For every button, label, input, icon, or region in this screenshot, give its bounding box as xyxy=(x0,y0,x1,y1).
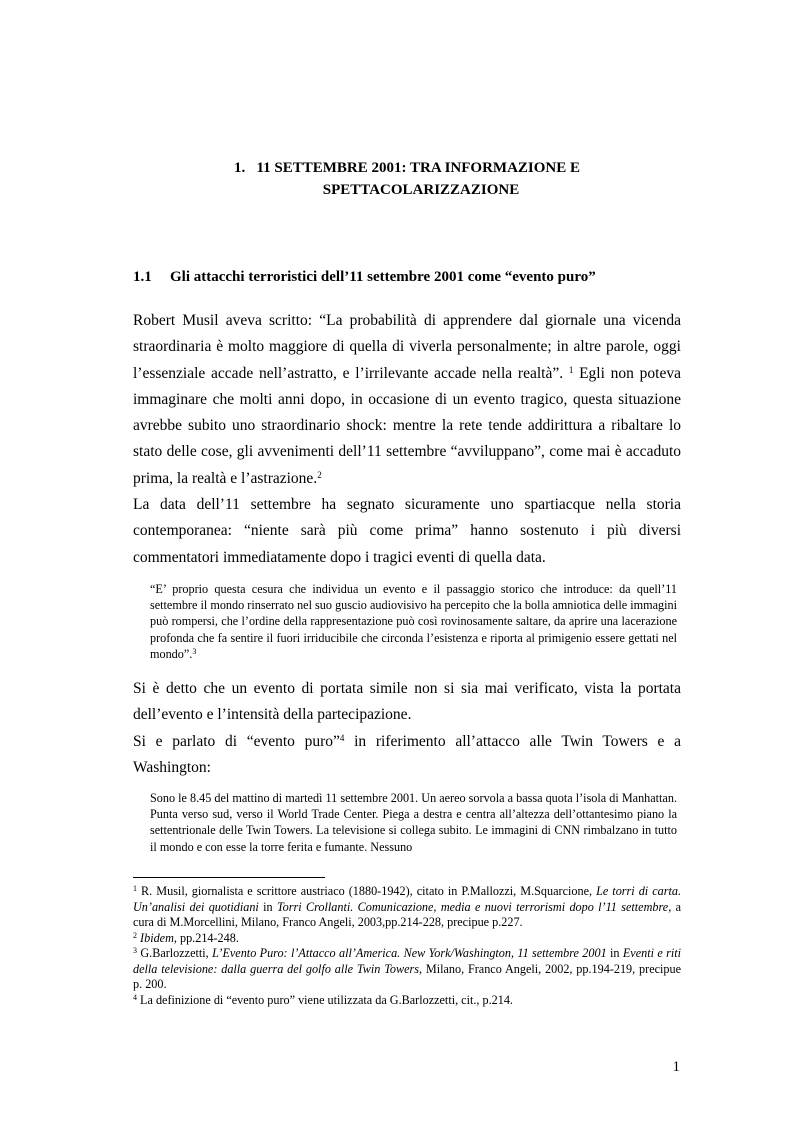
paragraph-3: Si è detto che un evento di portata simile non si sia mai verificato, vista la portata dell’evento e l’intensità della partecipazione. xyxy=(133,680,681,724)
footnote-3-text-a: G.Barlozzetti, xyxy=(137,946,213,960)
footnote-3-title-italic: L’Evento Puro: l’Attacco all’America. New York/Washington, 11 settembre 2001 xyxy=(212,946,607,960)
footnote-1-number: 1 xyxy=(133,884,137,893)
paragraph-1-text-a: Robert Musil aveva scritto: “La probabilità di apprendere dal giornale una vicenda straordinaria è molto maggiore di quella di viverla personalmente; in altre parole, oggi l’essenziale accade nell’astratto, e l’irrilevante accade nella realtà”. xyxy=(133,312,681,382)
footnote-3-number: 3 xyxy=(133,946,137,955)
footnote-2-number: 2 xyxy=(133,930,137,940)
paragraph-4 xyxy=(133,729,681,782)
paragraph-4-text-b: in riferimento all’attacco alle Twin Towers e a Washington: xyxy=(133,732,681,776)
footnote-2-ibidem: Ibidem xyxy=(137,930,174,945)
footnote-separator xyxy=(133,877,325,878)
footnote-1-text-e: , a cura di M.Morcellini, Milano, Franco Angeli, 2003,pp.214-228, precipue p.227. xyxy=(133,899,681,929)
paragraph-2: La data dell’11 settembre ha segnato sicuramente uno spartiacque nella storia contemporanea: “niente sarà più come prima” hanno sostenuto i più diversi commentatori immediatamente dopo i tragici eventi di quella data. xyxy=(133,496,681,566)
footnote-ref-4: 4 xyxy=(339,732,345,743)
footnote-3-text-e: , Milano, Franco Angeli, 2002, pp.194-219, precipue p. 200. xyxy=(133,961,681,991)
section-title: Gli attacchi terroristici dell’11 settembre 2001 come “evento puro” xyxy=(170,269,596,285)
footnote-4 xyxy=(133,993,681,1009)
footnote-1-text-c: in xyxy=(258,899,277,914)
footnote-3-text-c: in xyxy=(606,946,623,960)
body-paragraphs-middle xyxy=(133,676,681,781)
footnotes xyxy=(133,884,681,1008)
block-quote-2 xyxy=(150,790,677,855)
paragraph-1-text-b: Egli non poteva immaginare che molti anni dopo, in occasione di un evento tragico, questa situazione avrebbe subito uno straordinario shock: mentre la rete tende addirittura a ribaltare lo stato delle cose, gli avvenimenti dell’11 settembre “avviluppano”, come mai è accaduto prima, la realtà e l’astrazione. xyxy=(133,364,681,487)
chapter-number: 1. xyxy=(233,160,246,176)
footnote-3 xyxy=(133,946,681,993)
body-paragraphs-top xyxy=(133,308,681,571)
paragraph-1 xyxy=(133,308,681,492)
footnote-ref-1: 1 xyxy=(568,364,574,375)
footnote-4-number: 4 xyxy=(133,992,137,1002)
footnote-3-book-italic: Eventi e riti della televisione: dalla guerra del golfo alle Twin Towers xyxy=(133,946,681,976)
footnote-ref-3: 3 xyxy=(192,646,197,656)
footnote-2-text: , pp.214-248. xyxy=(173,930,239,945)
footnote-4-text: La definizione di “evento puro” viene utilizzata da G.Barlozzetti, cit., p.214. xyxy=(137,992,513,1007)
block-quote-1 xyxy=(150,581,677,662)
chapter-heading xyxy=(133,157,681,201)
footnote-2 xyxy=(133,931,681,947)
footnote-1 xyxy=(133,884,681,931)
footnote-1-title-italic: Le torri di carta. Un’analisi dei quotidiani xyxy=(133,884,681,914)
section-heading xyxy=(133,269,693,286)
block-quote-2-text: Sono le 8.45 del mattino di martedì 11 settembre 2001. Un aereo sorvola a bassa quota l’isola di Manhattan. Punta verso sud, verso il World Trade Center. Piega a destra e centra all’altezza dell’ottantesimo piano la settentrionale delle Twin Towers. La televisione si collega subito. Le immagini di CNN rimbalzano in tutto il mondo e con esse la torre ferita e fumante. Nessuno xyxy=(150,791,677,854)
footnote-ref-2: 2 xyxy=(317,469,322,480)
chapter-title-line1: 11 SETTEMBRE 2001: TRA INFORMAZIONE E xyxy=(256,160,581,176)
page-number: 1 xyxy=(672,1059,680,1075)
chapter-title-line2: SPETTACOLARIZZAZIONE xyxy=(322,182,520,198)
footnote-1-text-a: R. Musil, giornalista e scrittore austriaco (1880-1942), citato in P.Mallozzi, M.Squarcione, xyxy=(137,884,597,898)
section-number: 1.1 xyxy=(133,269,152,285)
paragraph-4-text-a: Si e parlato di “evento puro” xyxy=(133,732,340,750)
block-quote-1-text: “E’ proprio questa cesura che individua un evento e il passaggio storico che introduce: da quell’11 settembre il mondo rinserrato nel suo guscio audiovisivo ha percepito che la bolla amniotica delle immagini può rompersi, che l’ordine della rappresentazione può così rovinosamente saltare, da aprire una lacerazione profonda che fa sentire il fuori irriducibile che circonda l’esistenza e riporta al primigenio essere gettati nel mondo”. xyxy=(150,582,677,661)
footnote-1-book-italic: Torri Crollanti. Comunicazione, media e nuovi terrorismi dopo l’11 settembre xyxy=(277,899,669,914)
